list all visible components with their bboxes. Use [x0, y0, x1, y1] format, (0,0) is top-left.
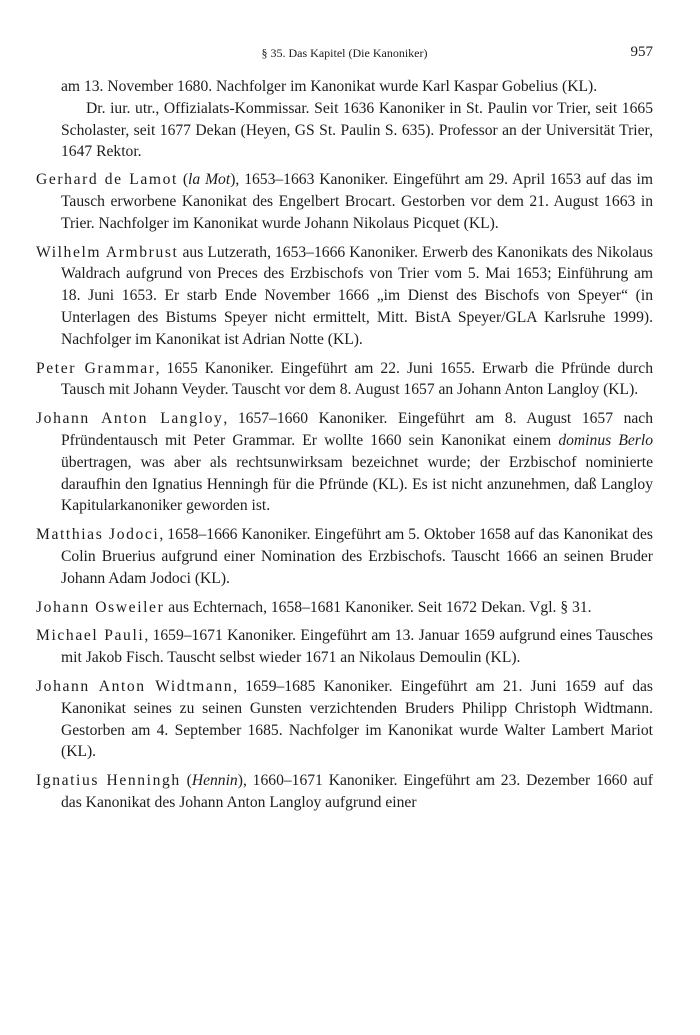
person-name: Johann Anton Widtmann — [36, 677, 234, 695]
name-variant: la Mot — [188, 171, 231, 189]
body-text — [36, 76, 653, 821]
entry-pauli — [36, 625, 653, 669]
name-variant: Hennin — [191, 772, 238, 790]
entry-langloy — [36, 408, 653, 517]
person-name: Peter Grammar — [36, 359, 156, 377]
entry-text: , 1653–1663 Kanoniker. Eingeführt am 29. April 1653 auf das im Tausch erworbene Kanonikat des Engelbert Brocart. Gestorben vor dem 21. August 1663 in Trier. Nachfolger im Kanonikat wurde Johann Nikolaus Picquet (KL). — [61, 171, 653, 232]
continuation-paragraph: am 13. November 1680. Nachfolger im Kanonikat wurde Karl Kaspar Gobelius (KL). — [61, 78, 598, 95]
entry-henningh: Ignatius Henningh (Hennin), 1660–1671 Kanoniker. Eingeführt am 23. Dezember 1660 auf das Kanonikat des Johann Anton Langloy aufgrund einer — [36, 772, 653, 811]
entry-osweiler — [36, 597, 653, 619]
person-name: Ignatius Henningh — [36, 772, 181, 790]
entry-text-continued: übertragen, was aber als rechtsunwirksam bezeichnet wurde; der Erzbischof nominierte daraufhin den Ignatius Henningh für die Pfründe (KL). Es ist nicht anzunehmen, daß Langloy Kapitularkanoniker geworden ist. — [61, 453, 653, 515]
entry-text: , 1655 Kanoniker. Eingeführt am 22. Juni 1655. Erwarb die Pfründe durch Tausch mit Johann Veyder. Tauscht vor dem 8. August 1657 an Johann Anton Langloy (KL). — [61, 359, 653, 399]
running-title: § 35. Das Kapitel (Die Kanoniker) — [261, 46, 428, 60]
running-header — [36, 44, 653, 64]
person-name: Gerhard de Lamot — [36, 171, 178, 189]
entry-text: , 1659–1671 Kanoniker. Eingeführt am 13. Januar 1659 aufgrund eines Tausches mit Jakob Fisch. Tauscht selbst wieder 1671 an Nikolaus Demoulin (KL). — [61, 627, 653, 667]
entry-jodoci — [36, 524, 653, 589]
entry-text: aus Echternach, 1658–1681 Kanoniker. Seit 1672 Dekan. Vgl. § 31. — [164, 598, 592, 616]
entry-text: , 1659–1685 Kanoniker. Eingeführt am 21. Juni 1659 auf das Kanonikat seines zu seinen Gunsten verzichtenden Bruders Philipp Christoph Widtmann. Gestorben am 4. September 1685. Nachfolger im Kanonikat wurde Walter Lambert Mariot (KL). — [61, 677, 653, 761]
entry-widtmann — [36, 676, 653, 763]
person-name: Matthias Jodoci — [36, 526, 160, 544]
entry-grammar — [36, 358, 653, 402]
entry-lamot: Gerhard de Lamot (la Mot), 1653–1663 Kanoniker. Eingeführt am 29. April 1653 auf das im Tausch erworbene Kanonikat des Engelbert Brocart. Gestorben vor dem 21. August 1663 in Trier. Nachfolger im Kanonikat wurde Johann Nikolaus Picquet (KL). — [36, 171, 653, 232]
entry-text: , 1660–1671 Kanoniker. Eingeführt am 23. Dezember 1660 auf das Kanonikat des Johann Anton Langloy aufgrund einer — [61, 772, 653, 811]
person-name: Johann Osweiler — [36, 598, 165, 616]
entry-text: , 1657–1660 Kanoniker. Eingeführt am 8. August 1657 nach Pfründentausch mit Peter Grammar. Er wollte 1660 sein Kanonikat einem — [61, 410, 653, 449]
biography-paragraph: Dr. iur. utr., Offizialats-Kommissar. Seit 1636 Kanoniker in St. Paulin vor Trier, seit 1665 Scholaster, seit 1677 Dekan (Heyen, GS St. Paulin S. 635). Professor an der Universität Trier, 1647 Rektor. — [61, 99, 653, 161]
entry-armbrust — [36, 242, 653, 351]
person-name: Johann Anton Langloy — [36, 410, 224, 428]
entry-text: aus Lutzerath, 1653–1666 Kanoniker. Erwerb des Kanonikats des Nikolaus Waldrach aufgrund von Preces des Erzbischofs von Trier vom 5. Mai 1653; Einführung am 18. Juni 1653. Er starb Ende November 1666 „im Dienst des Bischofs von Speyer“ (in Unterlagen des Bistums Speyer nicht ermittelt, Mitt. BistA Speyer/GLA Karlsruhe 1999). Nachfolger im Kanonikat ist Adrian Notte (KL). — [61, 243, 653, 348]
italic-term: dominus Berlo — [558, 431, 653, 449]
person-name: Wilhelm Armbrust — [36, 243, 179, 261]
person-name: Michael Pauli — [36, 627, 145, 645]
entry-text: , 1658–1666 Kanoniker. Eingeführt am 5. Oktober 1658 auf das Kanonikat des Colin Bruerius aufgrund einer Nomination des Erzbischofs. Tauscht 1666 an seinen Bruder Johann Adam Jodoci (KL). — [61, 526, 653, 587]
page-number: 957 — [630, 44, 653, 60]
